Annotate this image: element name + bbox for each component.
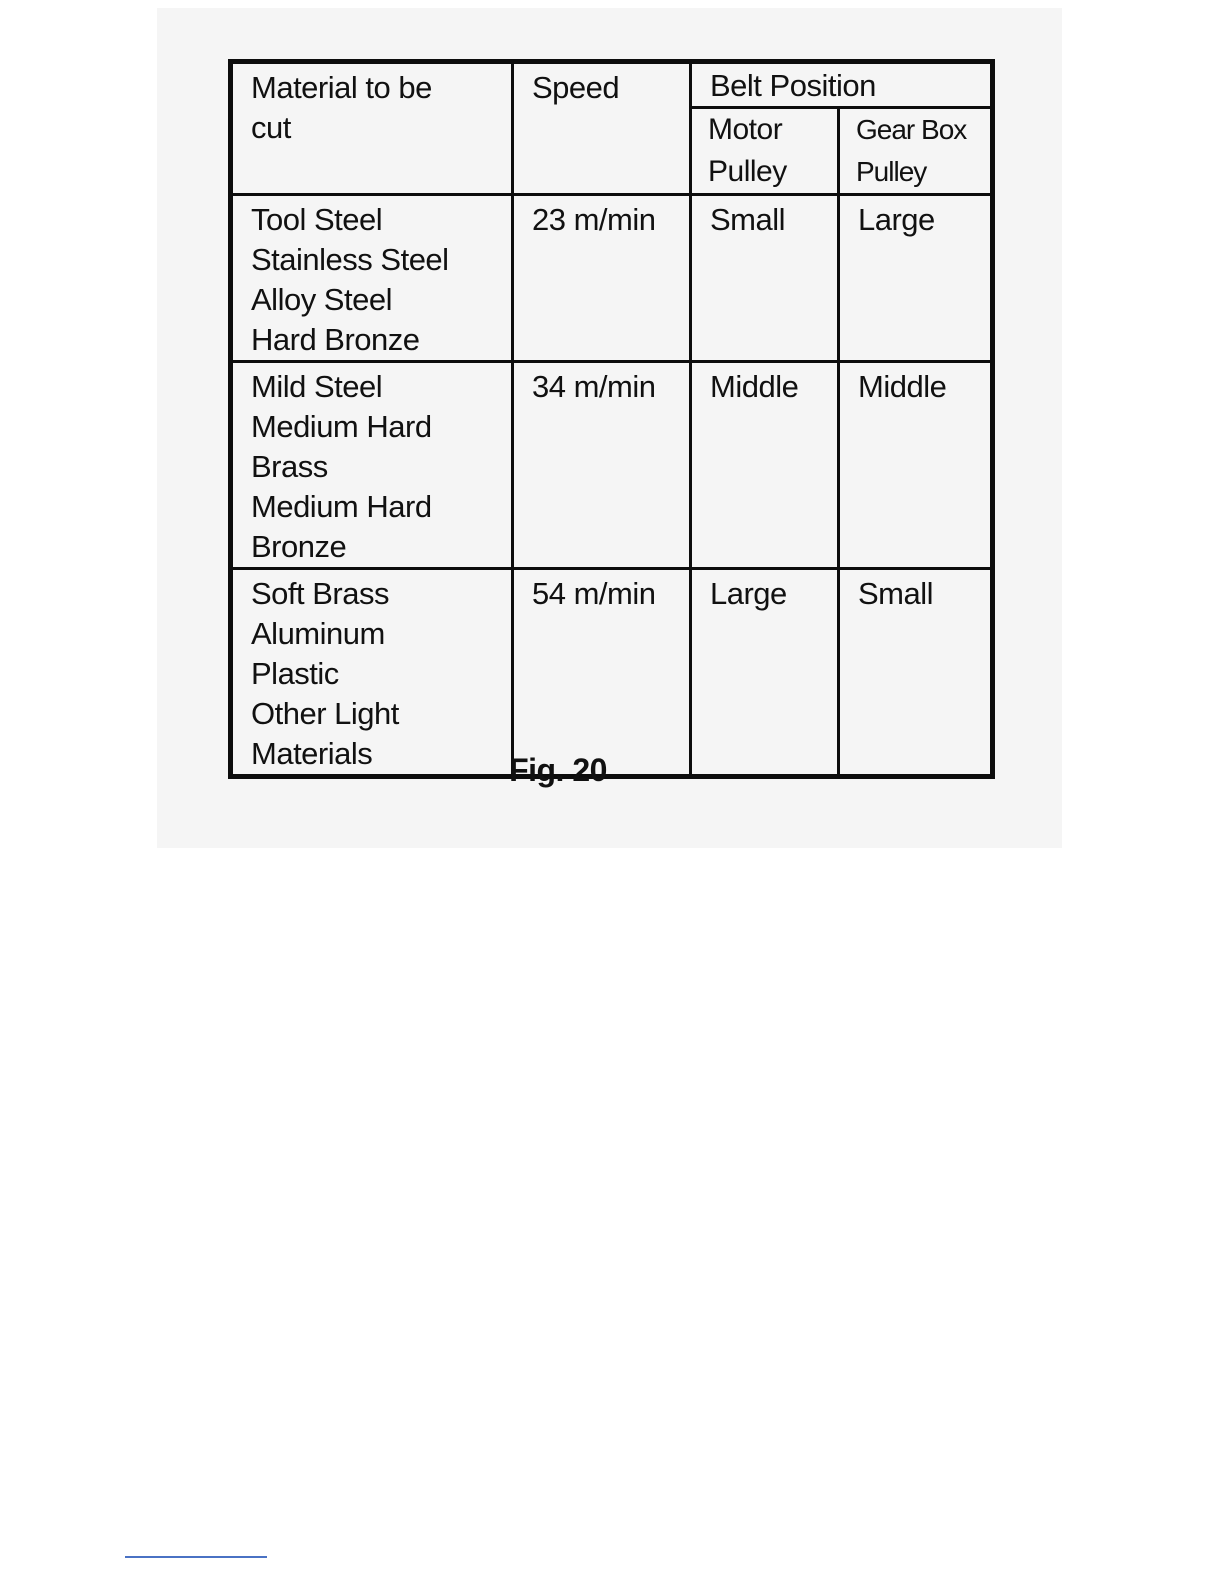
material-name: Alloy Steel (251, 282, 392, 317)
gear-box-pulley-cell: Small (839, 569, 993, 777)
header-motor-pulley-line: Motor (708, 113, 783, 146)
figure-caption: Fig. 20 (509, 752, 607, 788)
footnote-separator (125, 1556, 267, 1558)
table-row (231, 362, 993, 569)
cutting-speed-table (228, 59, 995, 779)
header-motor-pulley (691, 108, 839, 195)
header-material (231, 62, 513, 195)
material-cell (231, 195, 513, 362)
header-material-line: Material to be (251, 70, 432, 105)
speed-cell: 34 m/min (513, 362, 691, 569)
header-motor-pulley-line: Pulley (708, 155, 787, 188)
header-belt-position: Belt Position (691, 62, 993, 108)
speed-cell: 54 m/min (513, 569, 691, 777)
motor-pulley-cell: Large (691, 569, 839, 777)
gear-box-pulley-cell: Middle (839, 362, 993, 569)
table-row (231, 195, 993, 362)
gear-box-pulley-cell: Large (839, 195, 993, 362)
material-name: Tool Steel (251, 202, 383, 237)
header-gear-box-pulley (839, 108, 993, 195)
material-name: Hard Bronze (251, 322, 420, 357)
material-name: Medium Hard (251, 489, 432, 524)
material-name: Bronze (251, 529, 347, 564)
header-speed: Speed (513, 62, 691, 195)
material-cell (231, 569, 513, 777)
header-gear-box-pulley-line: Gear Box (856, 114, 967, 145)
header-gear-box-pulley-line: Pulley (856, 156, 927, 187)
motor-pulley-cell: Middle (691, 362, 839, 569)
material-name: Plastic (251, 656, 339, 691)
material-name: Brass (251, 449, 328, 484)
material-name: Other Light (251, 696, 399, 731)
material-name: Mild Steel (251, 369, 383, 404)
material-name: Stainless Steel (251, 242, 449, 277)
material-name: Medium Hard (251, 409, 432, 444)
material-name: Aluminum (251, 616, 385, 651)
material-name: Materials (251, 736, 373, 771)
table-row (231, 569, 993, 777)
header-material-line: cut (251, 110, 291, 145)
material-name: Soft Brass (251, 576, 389, 611)
speed-cell: 23 m/min (513, 195, 691, 362)
header-row (231, 62, 993, 108)
material-cell (231, 362, 513, 569)
motor-pulley-cell: Small (691, 195, 839, 362)
